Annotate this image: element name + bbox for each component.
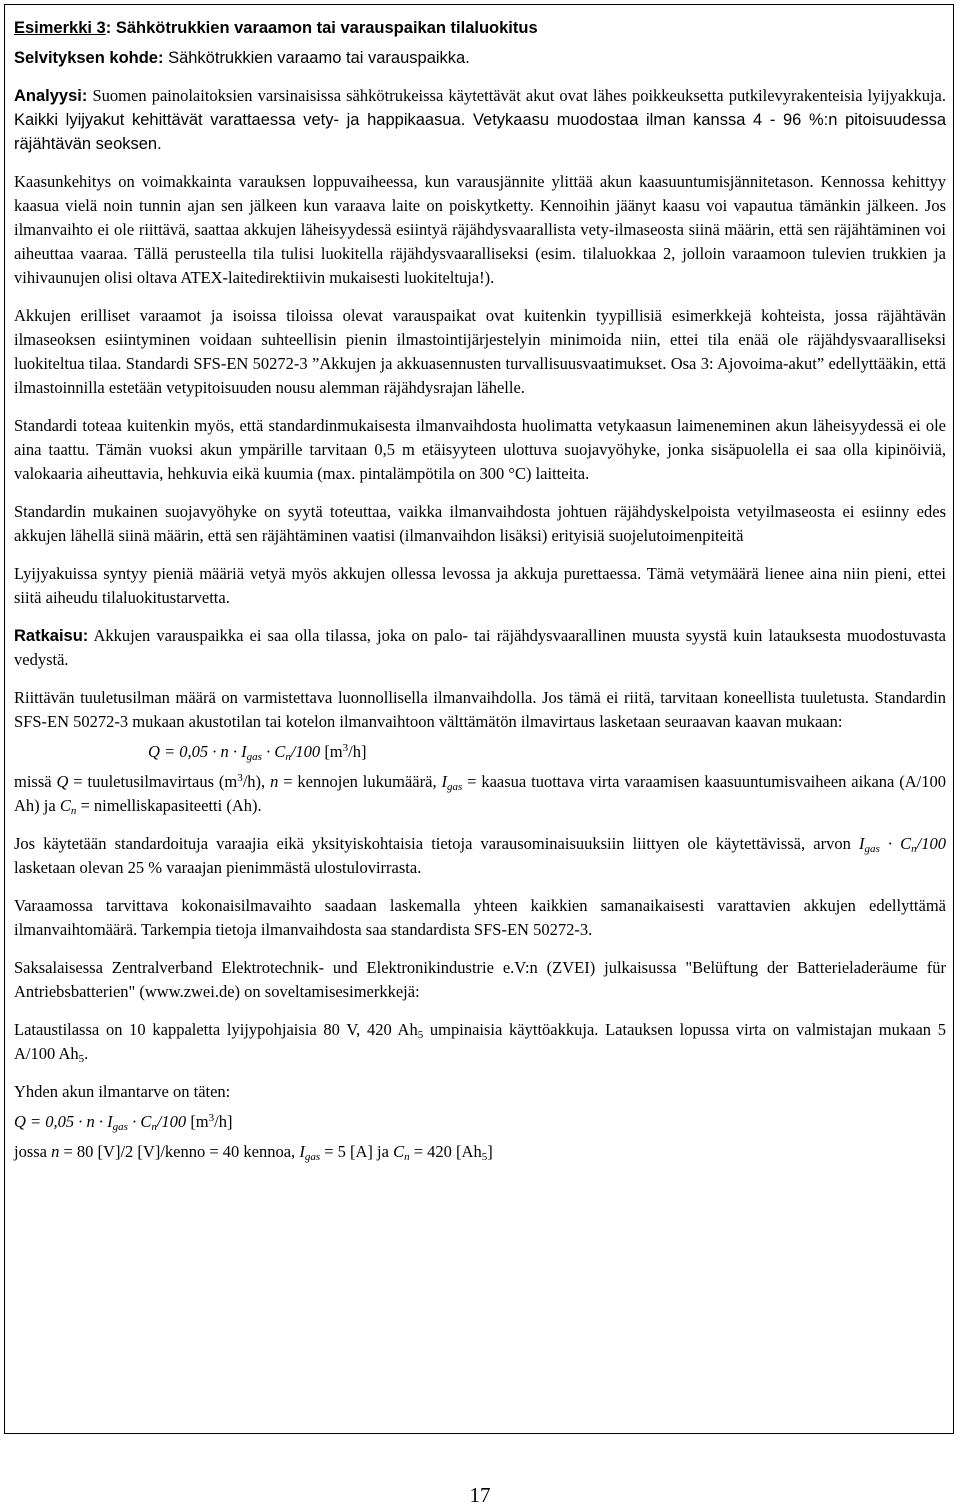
analysis-sans-text: Kaikki lyijyakut kehittävät varattaessa vety- ja happikaasua. Vetykaasu muodostaa ilman kanssa 4 - 96 %:n pitoisuudessa räjähtävän seoksen. [14,111,946,153]
solution-paragraph [14,624,946,672]
one-battery-formula: $Q = 0,05 \cdot n \cdot I_{gas} \cdot C_n/100$ $[m^3/h]$ [14,1112,233,1133]
page-number: 17 [469,1483,491,1507]
ventilation-paragraph: Riittävän tuuletusilman määrä on varmistettava luonnollisella ilmanvaihdolla. Jos tämä ei riitä, tarvitaan koneellista tuuletusta. Standardin SFS-EN 50272-3 mukaan akustotilan tai kotelon ilmanvaihtoon välttämätön ilmavirtaus lasketaan seuraavan kaavan mukaan: [14,688,946,731]
page-content [14,16,946,1164]
analysis-paragraph [14,84,946,156]
leadacid-paragraph: Lyijyakuissa syntyy pieniä määriä vetyä myös akkujen ollessa levossa ja akkuja purettaessa. Tämä vetymäärä lienee aina niin pieni, ettei siitä aiheudu tilaluokitustarvetta. [14,564,946,607]
subject-label: Selvityksen kohde: [14,49,164,67]
gassing-paragraph: Kaasunkehitys on voimakkainta varauksen loppuvaiheessa, kun varausjännite ylittää akun kaasuuntumisjännitetason. Kennossa kehittyy kaasua vielä noin tunnin ajan sen jälkeen kun varaava laite on poiskytketty. Kennoihin jäänyt kaasu voi vapautua tämänkin jälkeen. Jos ilmanvaihto ei ole riittävä, saattaa akkujen läheisyydessä esiintyä räjähdysvaarallista vety-ilmaseosta siinä määrin, että sen räjähtäminen voi aiheuttaa vaaraa. Tällä perusteella tila tulisi luokitella räjähdysvaaralliseksi (esim. tilaluokkaa 2, jolloin varaamoon tulevien trukkien ja vihivaunujen olisi oltava ATEX-laitedirektiivin mukaisesti luokiteltuja!). [14,172,946,287]
solution-text: Akkujen varauspaikka ei saa olla tilassa, joka on palo- tai räjähdysvaarallinen muusta syystä kuin latauksesta muodostuvasta vedystä. [14,626,946,669]
example-label: Esimerkki 3 [14,19,106,37]
total-ventilation-paragraph: Varaamossa tarvittava kokonaisilmavaihto saadaan laskemalla yhteen kaikkien samanaikaisesti varattavien akkujen edellyttämä ilmanvaihtomäärä. Tarkempia tietoja ilmanvaihdosta saa standardista SFS-EN 50272-3. [14,896,946,939]
formula-legend: missä Q = tuuletusilmavirtaus $(m^3/h)$, n = kennojen lukumäärä, $I_{gas}$ = kaasua tuottava virta varaamisen kaasuuntumisvaiheen aikana (A/100 Ah) ja $C_n$ = nimelliskapasiteetti (Ah). [14,772,946,817]
one-battery-line: Yhden akun ilmantarve on täten: [14,1082,231,1101]
subject-line [14,46,946,70]
example-title: : Sähkötrukkien varaamon tai varauspaikan tilaluokitus [105,19,538,37]
zvei-paragraph: Saksalaisessa Zentralverband Elektrotechnik- und Elektronikindustrie e.V:n (ZVEI) julkaisussa "Belüftung der Batterieladeräume für Antriebsbatterien" (www.zwei.de) on soveltamisesimerkkejä: [14,958,946,1001]
standard-values-paragraph: Jos käytetään standardoituja varaajia eikä yksityiskohtaisia tietoja varausominaisuuksiin liittyen ole käytettävissä, arvon $I_{gas} \cdot C_n/100$ lasketaan olevan 25 % varaajan pienimmästä ulostulovirrasta. [14,834,946,877]
analysis-serif-text: Suomen painolaitoksien varsinaisissa sähkötrukeissa käytettävät akut ovat lähes poikkeuksetta putkilevyrakenteisia lyijyakkuja. [87,86,946,105]
standard-paragraph: Standardi toteaa kuitenkin myös, että standardinmukaisesta ilmanvaihdosta huolimatta vetykaasun laimeneminen akun läheisyydessä ei ole aina taattu. Tämän vuoksi akun ympärille tarvitaan 0,5 m etäisyyteen ulottuva suojavyöhyke, jonka sisäpuolella ei saa olla kipinöiviä, valokaaria aiheuttavia, hehkuvia eikä kuumia (max. pintalämpötila on 300 °C) laitteita. [14,416,946,483]
ventilation-formula: $Q = 0,05 \cdot n \cdot I_{gas} \cdot C_n/100$ $[m^3/h]$ [148,742,367,763]
jossa-line: jossa n = 80 [V]/2 [V]/kenno = 40 kennoa, $I_{gas} = 5$ [A] ja $C_n = 420$ $[Ah_5]$ [14,1142,493,1163]
solution-label: Ratkaisu: [14,627,89,645]
zone-paragraph: Standardin mukainen suojavyöhyke on syytä toteuttaa, vaikka ilmanvaihdosta johtuen räjähdyskelpoista vetyilmaseosta ei esiinny edes akkujen lähellä siinä määrin, että sen räjähtäminen vaatisi (ilmanvaihdon lisäksi) erityisiä suojelutoimenpiteitä [14,502,946,545]
subject-text: Sähkötrukkien varaamo tai varauspaikka. [163,49,470,67]
rooms-paragraph: Akkujen erilliset varaamot ja isoissa tiloissa olevat varauspaikat ovat kuitenkin tyypillisiä esimerkkejä kohteista, jossa räjähtävän ilmaseoksen esiintyminen voidaan suhteellisin pienin ilmastointijärjestelyin minimoida niin, ettei tila enää ole räjähdysvaaralliseksi luokiteltua tilaa. Standardi SFS-EN 50272-3 ”Akkujen ja akkuasennusten turvallisuusvaatimukset. Osa 3: Ajovoima-akut” edellyttääkin, että ilmastoinnilla estetään vetypitoisuuden nousu alemman räjähdysrajan lähelle. [14,306,946,397]
example-heading [14,16,946,40]
example-calc-paragraph: Lataustilassa on 10 kappaletta lyijypohjaisia 80 V, 420 $Ah_5$ umpinaisia käyttöakkuja. Latauksen lopussa virta on valmistajan mukaan 5 A/100 $Ah_5$. [14,1020,946,1065]
analysis-label: Analyysi: [14,87,88,105]
